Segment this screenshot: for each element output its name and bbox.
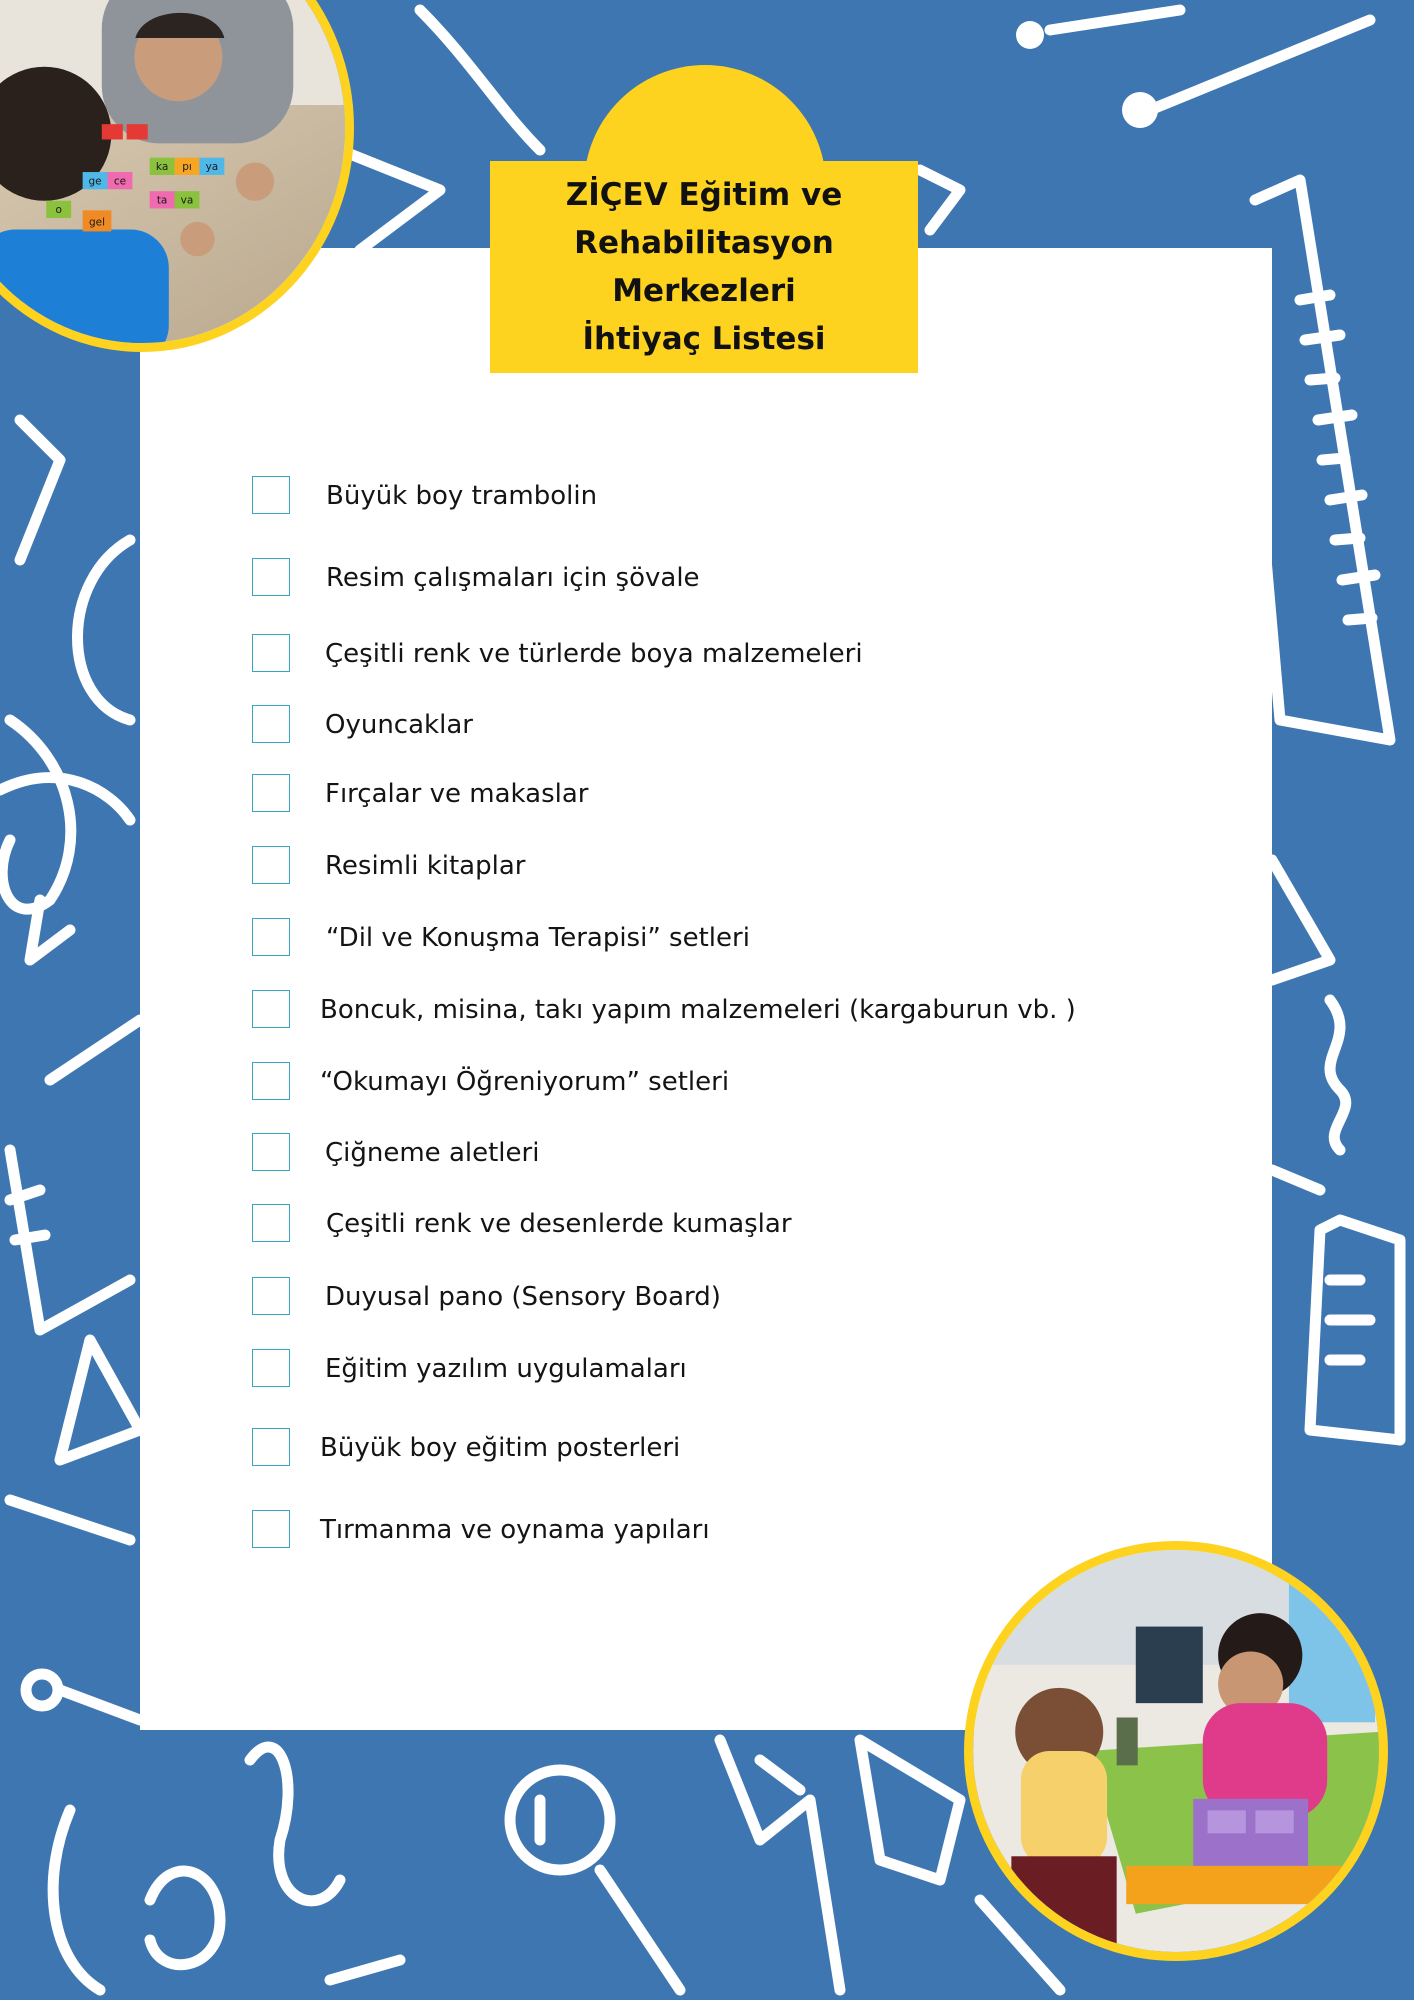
checklist-item[interactable] [252, 558, 1152, 602]
word-card-text: ce [113, 175, 127, 188]
checklist-item-label: Tırmanma ve oynama yapıları [320, 1515, 710, 1545]
checklist-item[interactable] [252, 476, 1152, 520]
checklist-item-label: Fırçalar ve makaslar [325, 779, 589, 809]
checkbox[interactable] [252, 1062, 290, 1100]
checkbox[interactable] [252, 1349, 290, 1387]
checklist-item-label: Çiğneme aletleri [325, 1138, 540, 1168]
checkbox[interactable] [252, 774, 290, 812]
table-play-photo [973, 1550, 1379, 1952]
checkbox[interactable] [252, 1277, 290, 1315]
checklist-item-label: Resimli kitaplar [325, 851, 526, 881]
checkbox[interactable] [252, 990, 290, 1028]
checklist-item-label: Büyük boy trambolin [326, 481, 598, 511]
checkbox[interactable] [252, 1133, 290, 1171]
checklist-item[interactable] [252, 990, 1152, 1034]
checkbox[interactable] [252, 1510, 290, 1548]
checkbox[interactable] [252, 1204, 290, 1242]
word-card-text: ta [156, 194, 168, 207]
checklist-item-label: Çeşitli renk ve türlerde boya malzemeleri [325, 639, 863, 669]
checklist-item-label: Duyusal pano (Sensory Board) [325, 1282, 721, 1312]
checklist-item[interactable] [252, 1204, 1152, 1248]
checklist-item[interactable] [252, 1349, 1152, 1393]
checklist-item[interactable] [252, 1062, 1152, 1106]
checkbox[interactable] [252, 1428, 290, 1466]
checkbox[interactable] [252, 846, 290, 884]
checklist-item-label: “Dil ve Konuşma Terapisi” setleri [326, 923, 750, 953]
checkbox[interactable] [252, 558, 290, 596]
checklist-item-label: Resim çalışmaları için şövale [326, 563, 700, 593]
checklist-item[interactable] [252, 634, 1152, 678]
checklist-item-label: “Okumayı Öğreniyorum” setleri [320, 1067, 730, 1097]
word-card-text: ka [155, 161, 169, 174]
word-card-text: va [180, 194, 194, 207]
word-card-text: ya [205, 161, 219, 174]
checklist-item-label: Oyuncaklar [325, 710, 473, 740]
photo-table-play-activity [964, 1541, 1388, 1961]
word-card-text: ge [88, 175, 102, 188]
checkbox[interactable] [252, 476, 290, 514]
checklist-item[interactable] [252, 1510, 1152, 1554]
word-card-text: gel [88, 216, 106, 229]
checklist-item[interactable] [252, 846, 1152, 890]
checklist-item-label: Eğitim yazılım uygulamaları [325, 1354, 687, 1384]
checkbox[interactable] [252, 634, 290, 672]
checkbox[interactable] [252, 918, 290, 956]
checklist-item[interactable] [252, 918, 1152, 962]
word-card-text: o [55, 204, 62, 217]
checklist-item[interactable] [252, 705, 1152, 749]
title-banner [490, 161, 918, 373]
checklist-item[interactable] [252, 1428, 1152, 1472]
checklist-item[interactable] [252, 1133, 1152, 1177]
checklist-item-label: Büyük boy eğitim posterleri [320, 1433, 681, 1463]
checklist-item[interactable] [252, 1277, 1152, 1321]
page-title: ZİÇEV Eğitim ve Rehabilitasyon Merkezleri İhtiyaç Listesi [565, 177, 843, 357]
checklist-item[interactable] [252, 774, 1152, 818]
checklist-paper [140, 248, 1272, 1730]
word-card-text: pı [182, 161, 192, 174]
checklist-item-label: Çeşitli renk ve desenlerde kumaşlar [326, 1209, 792, 1239]
checklist-item-label: Boncuk, misina, takı yapım malzemeleri (kargaburun vb. ) [320, 995, 1076, 1025]
checkbox[interactable] [252, 705, 290, 743]
